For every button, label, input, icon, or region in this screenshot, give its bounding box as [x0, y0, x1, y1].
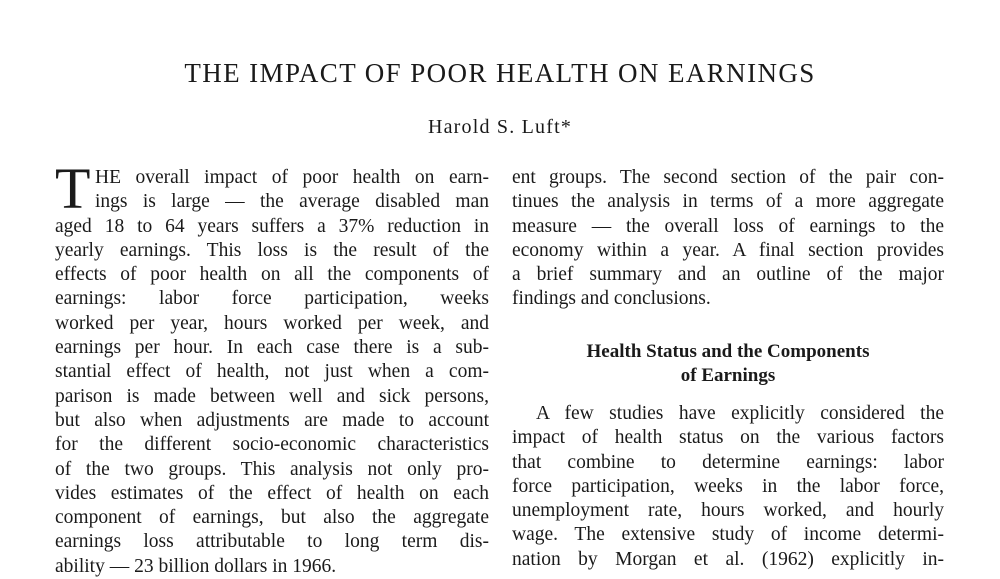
body-line: measure — the overall loss of earnings to the: [512, 215, 944, 237]
body-line: ent groups. The second section of the pair con-: [512, 167, 944, 188]
body-line: nation by Morgan et al. (1962) explicitly in-: [512, 548, 944, 570]
body-line: wage. The extensive study of income determi-: [512, 524, 944, 546]
body-line: for the different socio-economic characteristics: [55, 434, 489, 456]
body-line: earnings per hour. In each case there is a sub-: [55, 337, 489, 359]
article-title: THE IMPACT OF POOR HEALTH ON EARNINGS: [184, 58, 816, 88]
body-line: component of earnings, but also the aggregate: [55, 507, 489, 529]
body-line: effects of poor health on all the components of: [55, 264, 489, 286]
body-line: unemployment rate, hours worked, and hourly: [512, 500, 944, 522]
body-line: of the two groups. This analysis not only pro-: [55, 458, 489, 480]
body-line: tinues the analysis in terms of a more aggregate: [512, 191, 944, 213]
left-column: [55, 166, 489, 579]
body-line: ings is large — the average disabled man: [95, 191, 489, 213]
body-line: aged 18 to 64 years suffers a 37% reduction in: [55, 215, 489, 237]
section-heading-line: Health Status and the Components: [586, 341, 870, 362]
section-heading: [512, 340, 944, 388]
body-line: impact of health status on the various factors: [512, 427, 944, 449]
body-line: findings and conclusions.: [512, 288, 711, 310]
body-line: ability — 23 billion dollars in 1966.: [55, 555, 337, 577]
body-line: earnings: labor force participation, weeks: [55, 288, 489, 310]
body-line: yearly earnings. This loss is the result of the: [55, 239, 489, 261]
body-line: but also when adjustments are made to account: [55, 409, 489, 431]
body-line: earnings loss attributable to long term dis-: [55, 531, 489, 553]
drop-cap: T: [55, 156, 91, 221]
body-line: economy within a year. A final section provides: [512, 239, 944, 261]
body-line: worked per year, hours worked per week, and: [55, 312, 489, 334]
body-line: HE overall impact of poor health on earn-: [95, 167, 489, 188]
body-line: parison is made between well and sick persons,: [55, 385, 489, 407]
section-heading-line: of Earnings: [680, 365, 776, 386]
body-line: that combine to determine earnings: labor: [512, 451, 944, 473]
author-name: Harold S. Luft*: [427, 116, 573, 138]
right-column-section: [512, 402, 944, 572]
right-column-top: [512, 166, 944, 312]
body-line: a brief summary and an outline of the major: [512, 264, 944, 286]
body-line: A few studies have explicitly considered the: [536, 403, 944, 424]
body-line: stantial effect of health, not just when a com-: [55, 361, 489, 383]
body-line: force participation, weeks in the labor force,: [512, 475, 944, 497]
body-line: vides estimates of the effect of health on each: [55, 482, 489, 504]
